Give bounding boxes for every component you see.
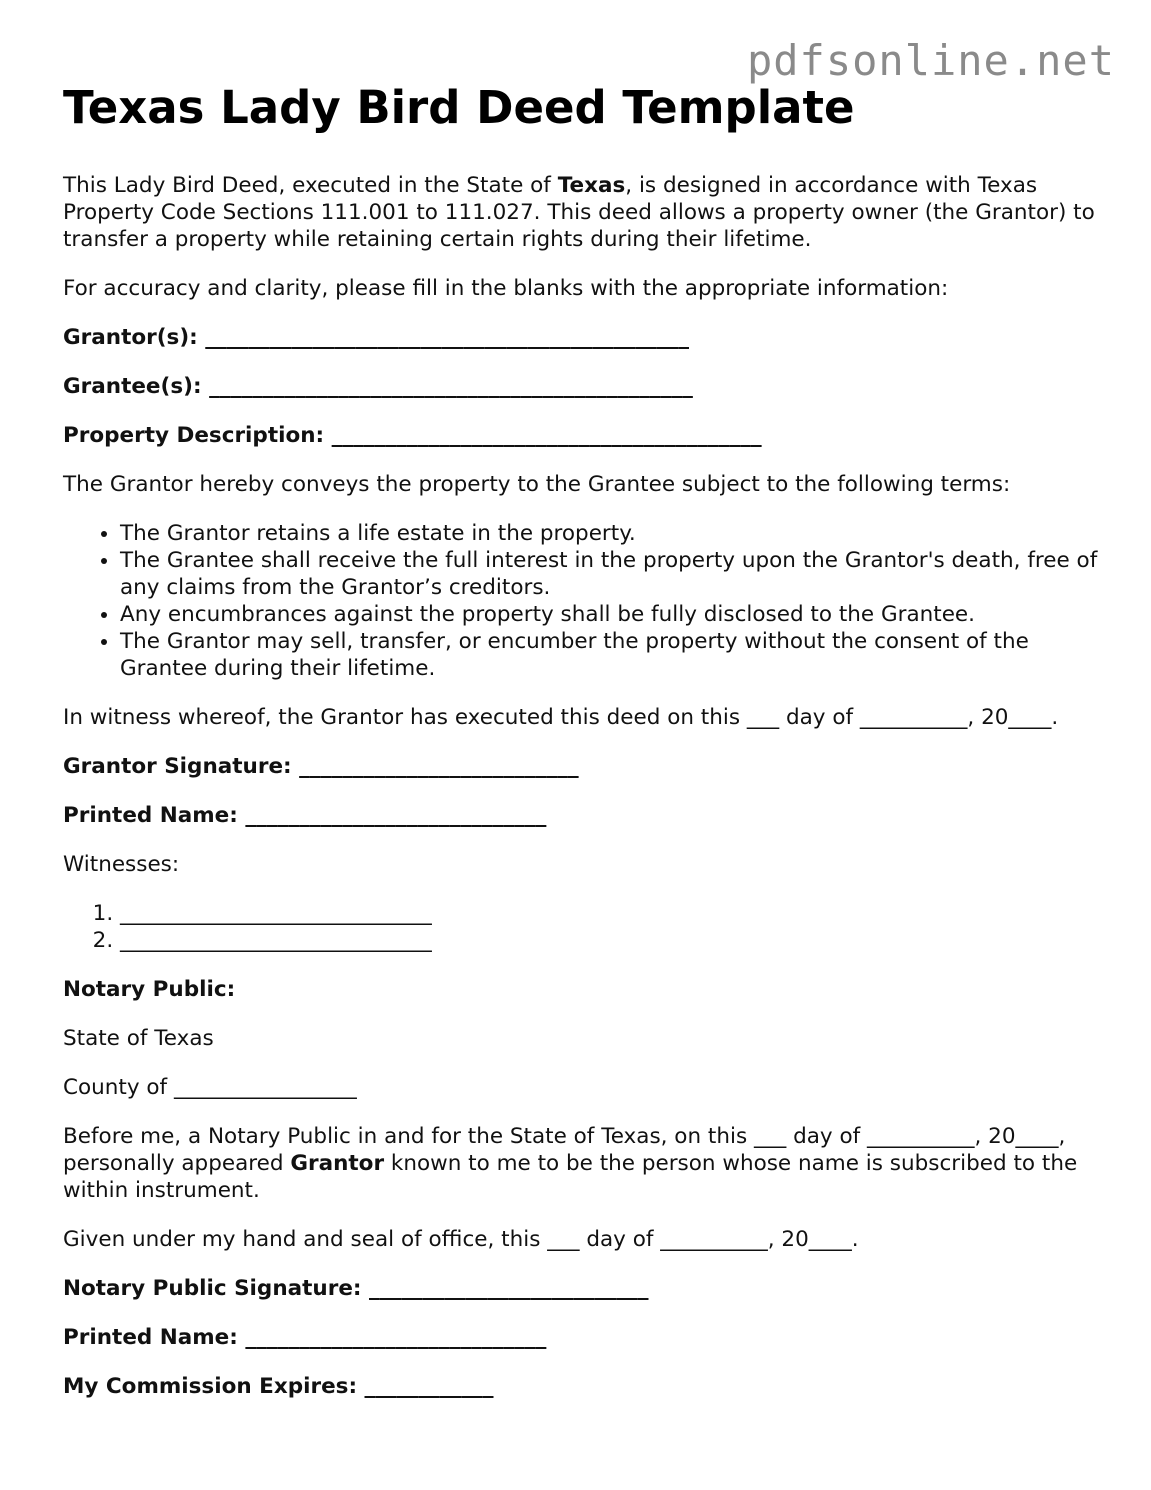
notary-statement-part2: known to me to be the person whose name is subscribed to the within instrument. [63,1151,1078,1203]
terms-list [63,520,1103,682]
notary-printed-name-field [63,1324,1103,1351]
commission-expires-label: My Commission Expires: [63,1374,358,1399]
witnesses-label: Witnesses: [63,852,180,877]
notary-signature-field [63,1275,1103,1302]
county-line: County of _________________ [63,1075,357,1100]
property-description-field [63,422,1103,449]
witness-line: 1. _____________________________ [120,900,1103,927]
watermark: pdfsonline.net [746,36,1115,85]
grantors-label: Grantor(s): [63,325,198,350]
grantor-printed-name-field [63,802,1103,829]
state-line: State of Texas [63,1026,214,1051]
commission-expires-blank: ____________ [364,1374,494,1399]
notary-statement-part1: Before me, a Notary Public in and for the State of Texas, on this ___ day of __________, 20____, personally appeared [63,1124,1066,1176]
notary-signature-blank: __________________________ [369,1276,649,1301]
grantees-blank: _____________________________________________ [209,374,693,399]
notary-statement [63,1123,1103,1204]
grantor-signature-field [63,753,1103,780]
document-page [63,78,1103,1422]
witness-clause: In witness whereof, the Grantor has executed this deed on this ___ day of __________, 20____. [63,705,1059,730]
intro-part2: , is designed in accordance with Texas Property Code Sections 111.001 to 111.027. This deed allows a property owner (the Grantor) to transfer a property while retaining certain rights during their lifetime. [63,173,1095,252]
term-item: • The Grantor may sell, transfer, or encumber the property without the consent of the Grantee during their lifetime. [120,628,1103,682]
grantees-field [63,373,1103,400]
grantor-signature-label: Grantor Signature: [63,754,292,779]
notary-signature-label: Notary Public Signature: [63,1276,362,1301]
term-item: • The Grantor retains a life estate in the property. [120,520,1103,547]
page-title: Texas Lady Bird Deed Template [63,81,855,134]
notary-printed-name-label: Printed Name: [63,1325,238,1350]
witness-line: 2. _____________________________ [120,927,1103,954]
grantor-printed-name-blank: ____________________________ [245,803,547,828]
terms-intro: The Grantor hereby conveys the property to the Grantee subject to the following terms: [63,472,1011,497]
intro-paragraph [63,172,1103,253]
commission-expires-field [63,1373,1103,1400]
grantees-label: Grantee(s): [63,374,202,399]
notary-statement-grantor: Grantor [290,1151,385,1176]
term-item: • Any encumbrances against the property shall be fully disclosed to the Grantee. [120,601,1103,628]
intro-part1: This Lady Bird Deed, executed in the State of [63,173,558,198]
grantors-blank: _____________________________________________ [205,325,690,350]
given-line: Given under my hand and seal of office, this ___ day of __________, 20____. [63,1227,859,1252]
term-item: • The Grantee shall receive the full interest in the property upon the Grantor's death, free of any claims from the Grantor’s creditors. [120,547,1103,601]
instruction-text: For accuracy and clarity, please fill in the blanks with the appropriate information: [63,276,949,301]
notary-heading: Notary Public: [63,977,236,1002]
grantor-printed-name-label: Printed Name: [63,803,238,828]
intro-state: Texas [557,173,626,198]
notary-printed-name-blank: ____________________________ [245,1325,547,1350]
grantor-signature-blank: __________________________ [299,754,579,779]
property-description-label: Property Description: [63,423,325,448]
property-description-blank: ________________________________________ [331,423,762,448]
witnesses-list [63,900,1103,954]
grantors-field [63,324,1103,351]
